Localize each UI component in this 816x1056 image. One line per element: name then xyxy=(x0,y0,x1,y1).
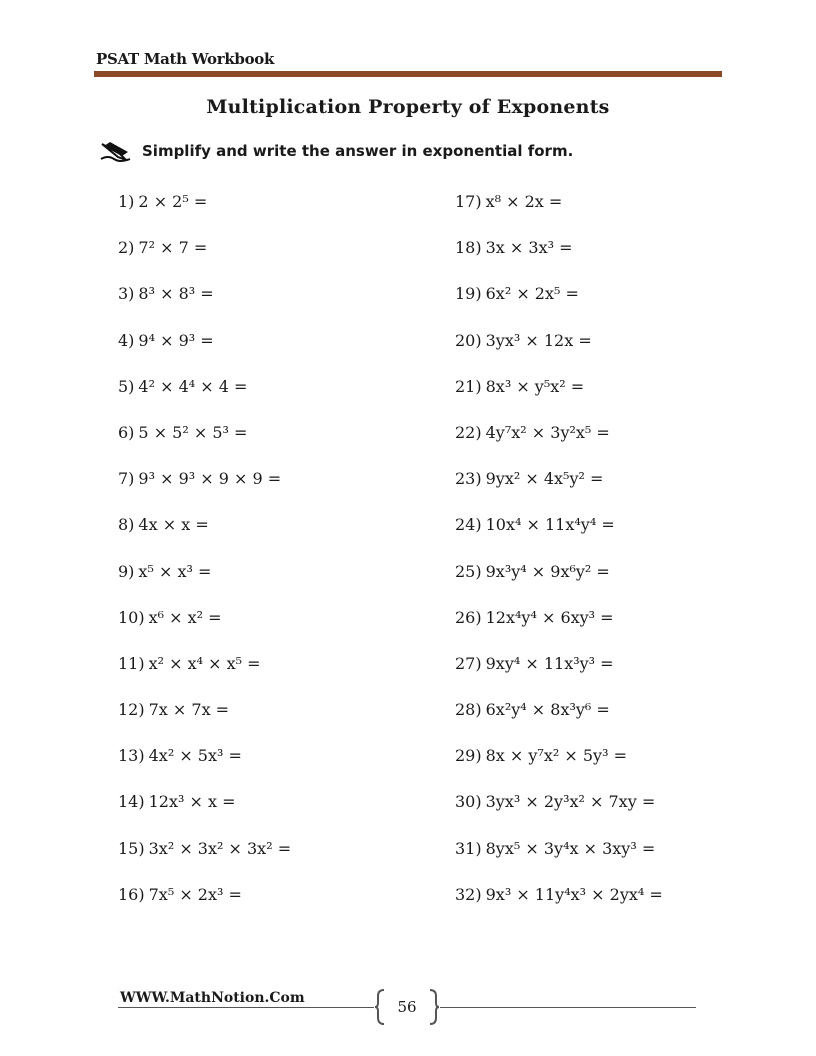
problem-expression: 12x³ × x = xyxy=(148,792,236,812)
problem-number: 8) xyxy=(118,515,135,535)
problem-item xyxy=(118,376,291,422)
problem-item xyxy=(118,283,291,329)
problem-number: 27) xyxy=(455,653,482,673)
problems-right-column xyxy=(455,191,663,930)
instruction-text: Simplify and write the answer in exponential form. xyxy=(142,142,574,160)
problem-number: 11) xyxy=(118,653,145,673)
problem-item xyxy=(455,838,663,884)
problem-item xyxy=(455,653,663,699)
problem-item xyxy=(455,791,663,837)
problem-expression: 9yx² × 4x⁵y² = xyxy=(485,469,604,489)
workbook-title: PSAT Math Workbook xyxy=(96,50,275,68)
problem-item xyxy=(118,191,291,237)
page-title: Multiplication Property of Exponents xyxy=(206,96,610,118)
problem-item xyxy=(118,514,291,560)
problem-number: 22) xyxy=(455,422,482,442)
problem-expression: x⁶ × x² = xyxy=(148,607,222,627)
problem-expression: 6x² × 2x⁵ = xyxy=(485,284,579,304)
problem-expression: 2 × 2⁵ = xyxy=(138,192,208,211)
problem-number: 20) xyxy=(455,330,482,350)
problem-item xyxy=(455,191,663,237)
problem-expression: x² × x⁴ × x⁵ = xyxy=(148,653,261,673)
problem-expression: 8yx⁵ × 3y⁴x × 3xy³ = xyxy=(485,838,656,858)
problem-item xyxy=(455,330,663,376)
problem-expression: 7x × 7x = xyxy=(148,700,230,720)
problem-number: 15) xyxy=(118,838,145,858)
problem-expression: 6x²y⁴ × 8x³y⁶ = xyxy=(485,700,610,720)
problem-expression: 9³ × 9³ × 9 × 9 = xyxy=(138,469,282,489)
problem-number: 16) xyxy=(118,884,145,904)
problem-expression: 12x⁴y⁴ × 6xy³ = xyxy=(485,607,614,627)
problem-expression: 9x³y⁴ × 9x⁶y² = xyxy=(485,561,610,581)
problem-number: 7) xyxy=(118,469,135,489)
problem-expression: 5 × 5² × 5³ = xyxy=(138,422,248,442)
problem-number: 5) xyxy=(118,376,135,396)
problem-expression: 8³ × 8³ = xyxy=(138,284,214,304)
problem-item xyxy=(455,376,663,422)
footer-rule-left xyxy=(118,1007,374,1008)
problem-number: 2) xyxy=(118,238,135,258)
problem-expression: 8x³ × y⁵x² = xyxy=(485,376,585,396)
problem-number: 24) xyxy=(455,515,482,535)
problem-expression: 8x × y⁷x² × 5y³ = xyxy=(485,746,627,766)
problem-expression: 4x² × 5x³ = xyxy=(148,746,242,766)
problem-number: 4) xyxy=(118,330,135,350)
page-number: 56 xyxy=(397,998,417,1016)
footer-rule-right xyxy=(440,1007,696,1008)
problem-expression: 4x × x = xyxy=(138,515,209,535)
problem-number: 3) xyxy=(118,284,135,304)
problem-item xyxy=(118,653,291,699)
header-rule xyxy=(94,71,722,77)
footer-website: WWW.MathNotion.Com xyxy=(120,990,305,1006)
problem-expression: 3yx³ × 2y³x² × 7xy = xyxy=(485,792,656,812)
problem-number: 9) xyxy=(118,561,135,581)
problem-item xyxy=(455,561,663,607)
pencil-writing-icon xyxy=(100,140,132,162)
problem-expression: 4y⁷x² × 3y²x⁵ = xyxy=(485,422,610,442)
instruction xyxy=(100,140,573,162)
problem-expression: 4² × 4⁴ × 4 = xyxy=(138,376,248,396)
problem-number: 17) xyxy=(455,192,482,211)
problem-expression: 3x² × 3x² × 3x² = xyxy=(148,838,292,858)
problem-item xyxy=(118,745,291,791)
problem-item xyxy=(455,607,663,653)
problem-item xyxy=(118,791,291,837)
problem-expression: x⁵ × x³ = xyxy=(138,561,212,581)
problem-number: 23) xyxy=(455,469,482,489)
problem-item xyxy=(118,699,291,745)
problem-number: 30) xyxy=(455,792,482,812)
problem-number: 32) xyxy=(455,884,482,904)
problem-number: 31) xyxy=(455,838,482,858)
problem-item xyxy=(455,699,663,745)
problem-number: 6) xyxy=(118,422,135,442)
problem-expression: 9x³ × 11y⁴x³ × 2yx⁴ = xyxy=(485,884,663,904)
problem-item xyxy=(118,330,291,376)
problem-number: 12) xyxy=(118,700,145,720)
problem-number: 26) xyxy=(455,607,482,627)
problem-expression: 7x⁵ × 2x³ = xyxy=(148,884,242,904)
problem-item xyxy=(118,468,291,514)
page-number-box xyxy=(374,988,440,1026)
problem-item xyxy=(455,468,663,514)
problem-number: 25) xyxy=(455,561,482,581)
problem-item xyxy=(455,422,663,468)
problem-expression: 9xy⁴ × 11x³y³ = xyxy=(485,653,614,673)
problem-number: 14) xyxy=(118,792,145,812)
problem-expression: 10x⁴ × 11x⁴y⁴ = xyxy=(485,515,615,535)
problem-number: 28) xyxy=(455,700,482,720)
problem-number: 21) xyxy=(455,376,482,396)
problem-item xyxy=(118,237,291,283)
problem-number: 1) xyxy=(118,192,135,211)
problem-number: 10) xyxy=(118,607,145,627)
problem-expression: 9⁴ × 9³ = xyxy=(138,330,214,350)
problem-expression: 7² × 7 = xyxy=(138,238,208,258)
problem-item xyxy=(455,514,663,560)
problem-item xyxy=(455,237,663,283)
problem-number: 19) xyxy=(455,284,482,304)
problem-expression: 3yx³ × 12x = xyxy=(485,330,592,350)
problem-item xyxy=(455,745,663,791)
problem-expression: x⁸ × 2x = xyxy=(485,192,563,211)
problem-item xyxy=(118,884,291,930)
problem-item xyxy=(118,607,291,653)
problems-left-column xyxy=(118,191,291,930)
problem-item xyxy=(455,884,663,930)
problem-number: 18) xyxy=(455,238,482,258)
problem-item xyxy=(455,283,663,329)
problem-number: 29) xyxy=(455,746,482,766)
problem-item xyxy=(118,561,291,607)
problem-number: 13) xyxy=(118,746,145,766)
problem-item xyxy=(118,838,291,884)
problem-item xyxy=(118,422,291,468)
problem-expression: 3x × 3x³ = xyxy=(485,238,573,258)
